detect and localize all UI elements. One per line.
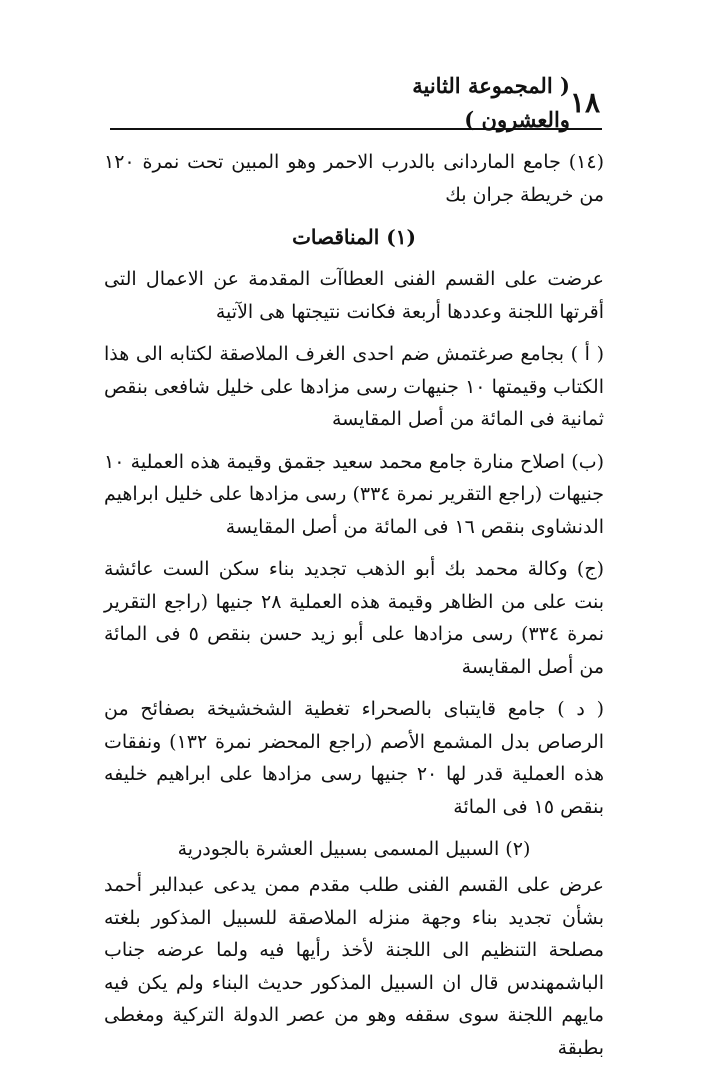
page-number: ١٨: [569, 86, 600, 119]
section-2-paragraph: عرض على القسم الفنى طلب مقدم ممن يدعى عبدالبر أحمد بشأن تجديد بناء وجهة منزله الملاصقة للسبيل المذكور بلغته مصلحة التنظيم الى اللجنة لأخذ رأيها فيه ولما عرضه جناب الباشمهندس قال ان السبيل المذكور حديث البناء ولم يكن فيه مايهم اللجنة سوى سقفه وهو من عصر الدولة التركية ومغطى بطبقة: [104, 874, 604, 1059]
body-text: [104, 146, 604, 1074]
section-1-item-b: (ب) اصلاح منارة جامع محمد سعيد جقمق وقيمة هذه العملية ١٠ جنيهات (راجع التقرير نمرة ٣٣٤) رسى مزادها على خليل ابراهيم الدنشاوى بنقص ١٦ فى المائة من أصل المقايسة: [104, 450, 604, 538]
section-1-heading: (١) المناقصات: [292, 225, 416, 249]
running-title: ( المجموعة الثانية والعشرون ): [412, 73, 570, 132]
item-14-paragraph: (١٤) جامع الماردانى بالدرب الاحمر وهو المبين تحت نمرة ١٢٠ من خريطة جران بك: [104, 151, 604, 206]
section-1-intro: عرضت على القسم الفنى العطاآت المقدمة عن الاعمال التى أقرتها اللجنة وعددها أربعة فكانت نتيجتها هى الآتية: [104, 268, 604, 323]
section-2-heading: (٢) السبيل المسمى بسبيل العشرة بالجودرية: [177, 838, 531, 860]
page-header: [104, 73, 600, 132]
section-1-item-c: (ج) وكالة محمد بك أبو الذهب تجديد بناء سكن الست عائشة بنت على من الظاهر وقيمة هذه العملية ٢٨ جنيها (راجع التقرير نمرة ٣٣٤) رسى مزادها على أبو زيد حسن بنقص ٥ فى المائة من أصل المقايسة: [104, 558, 604, 678]
header-rule: [110, 128, 602, 130]
section-1-item-a: ( أ ) بجامع صرغتمش ضم احدى الغرف الملاصقة لكتابه الى هذا الكتاب وقيمتها ١٠ جنيهات رسى مزادها على خليل شافعى بنقص ثمانية فى المائة من أصل المقايسة: [104, 343, 604, 430]
section-1-item-d: ( د ) جامع قايتباى بالصحراء تغطية الشخشيخة بصفائح من الرصاص بدل المشمع الأصم (راجع المحضر نمرة ١٣٢) ونفقات هذه العملية قدر لها ٢٠ جنيها رسى مزادها على ابراهيم خليفه بنقص ١٥ فى المائة: [104, 698, 604, 818]
